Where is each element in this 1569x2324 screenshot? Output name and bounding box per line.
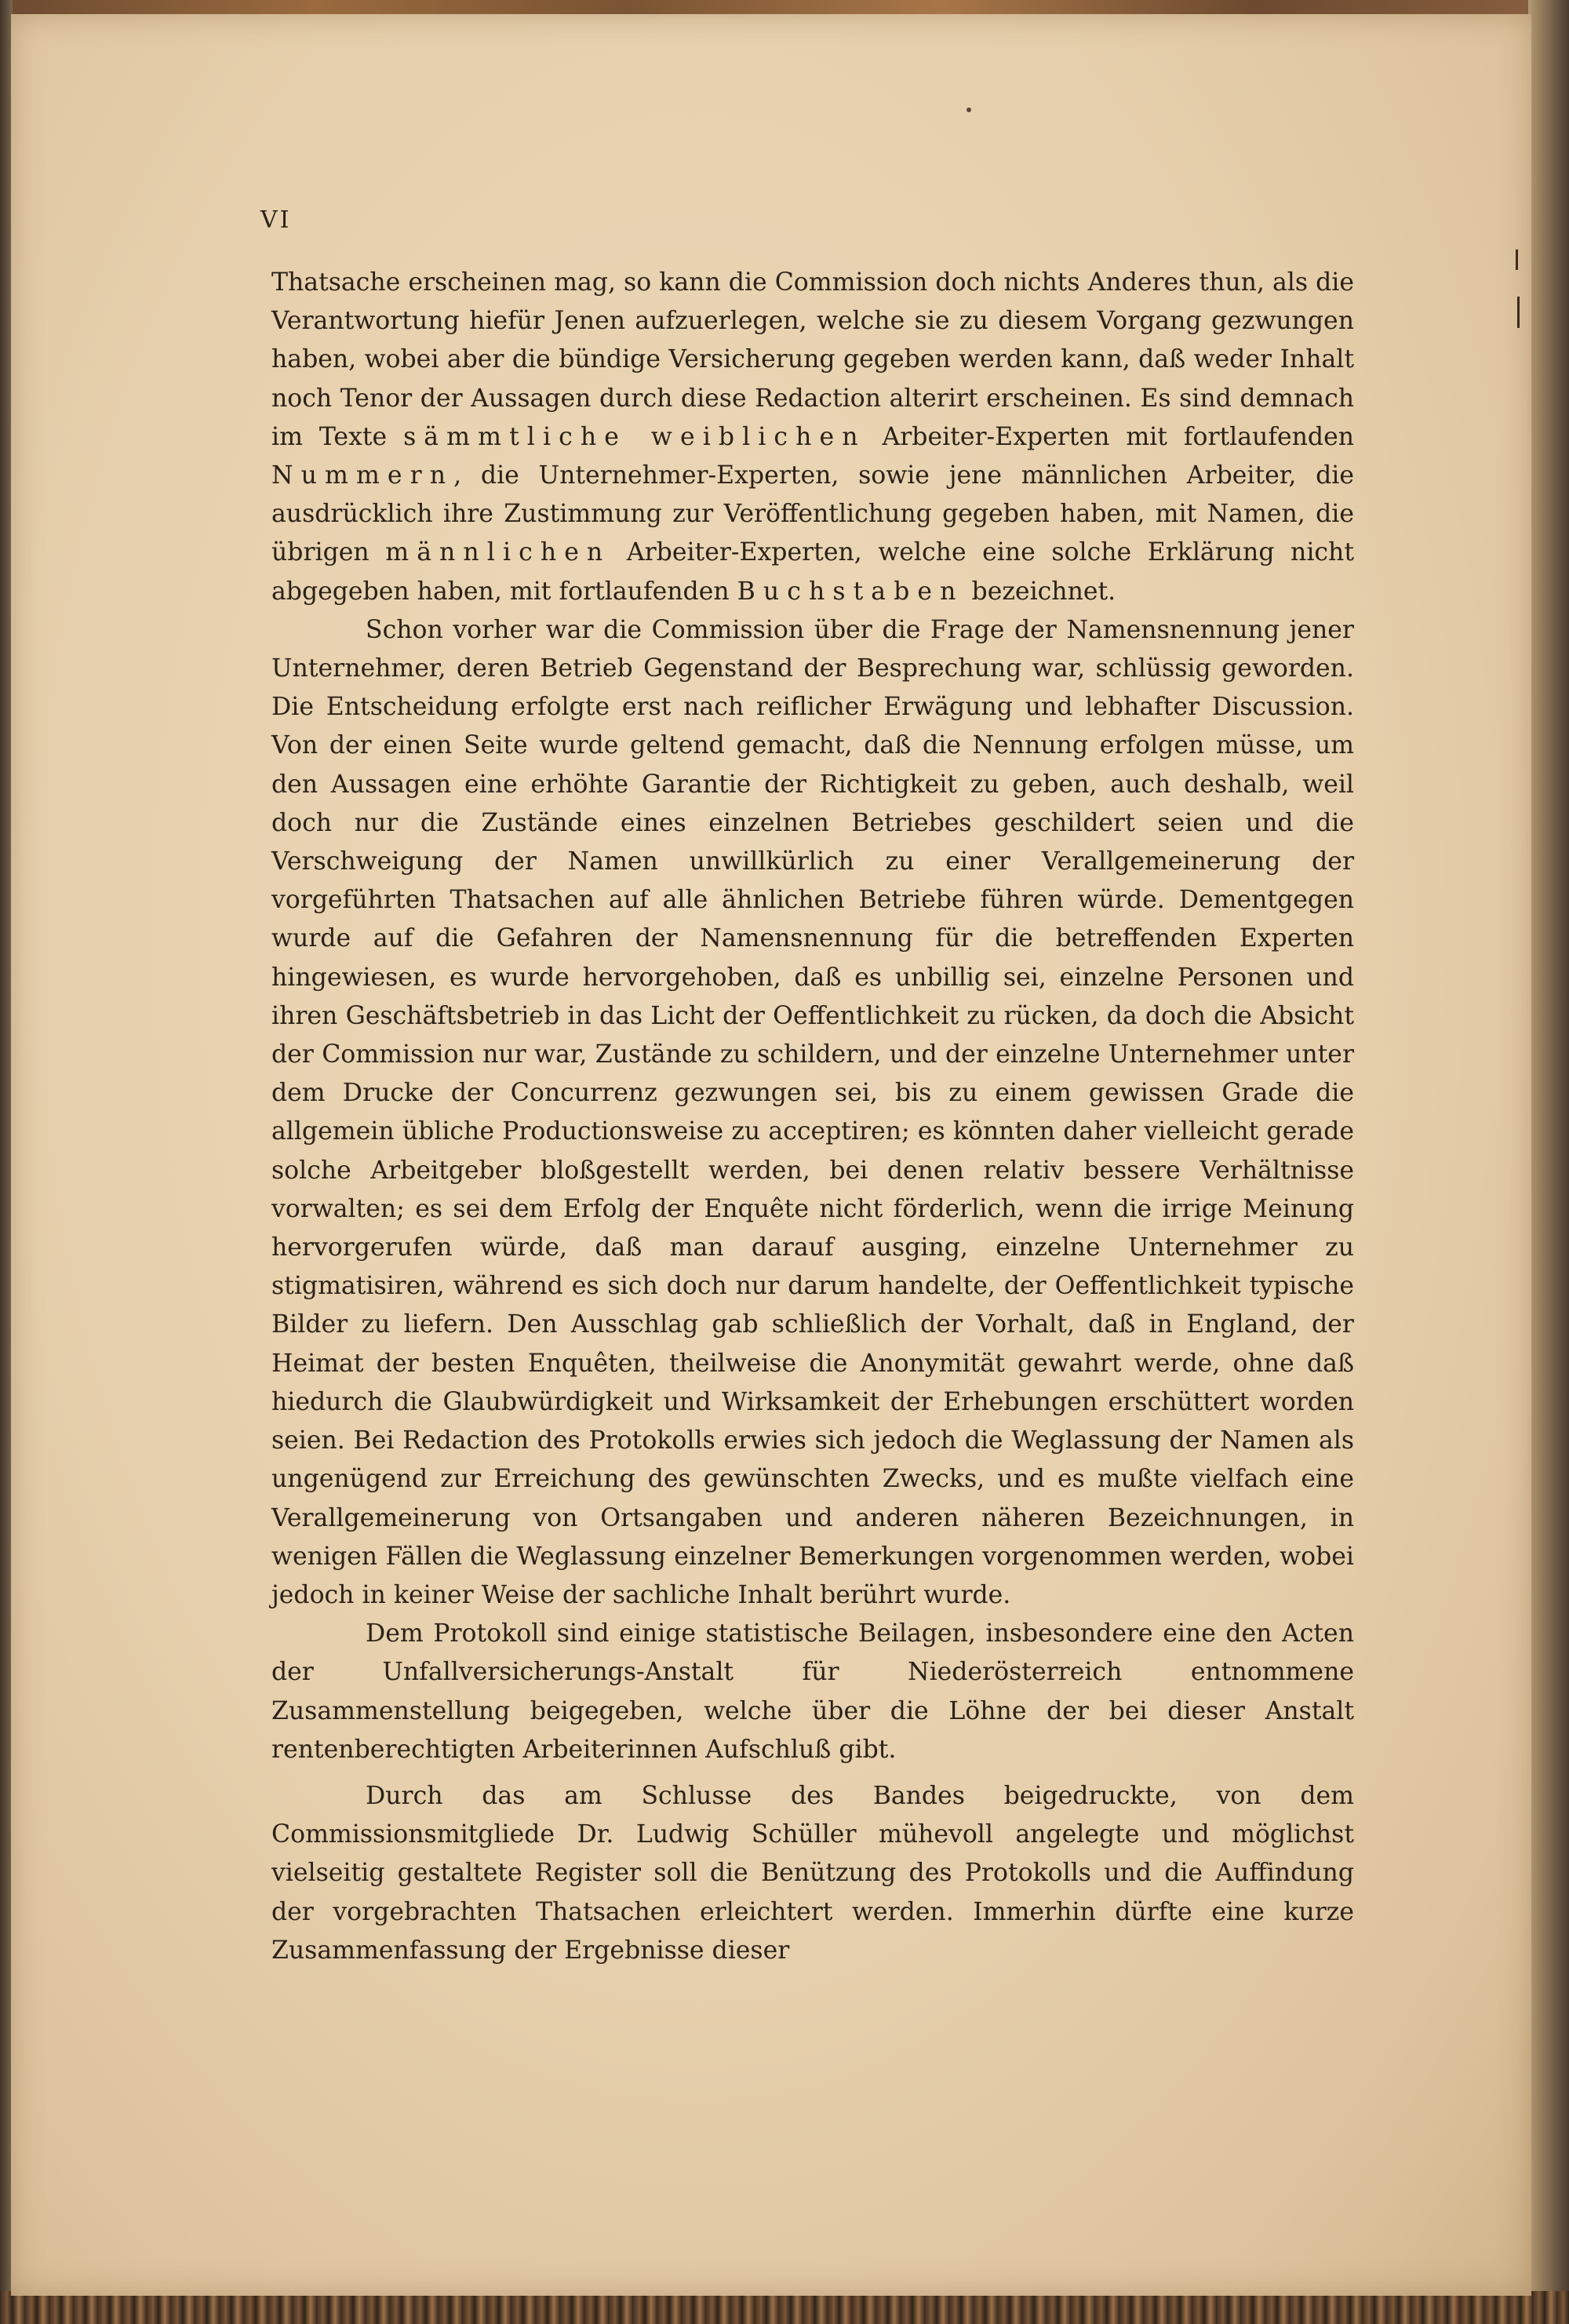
text-run: Durch das am Schlusse des Bandes beigedruckte, von dem Commissionsmitgliede Dr. Ludwig Schüller mühevoll angelegte und möglichst vielseitig gestaltete Register soll die Benützung des Protokolls und die Auffindung der vorgebrachten Thatsachen erleichtert werden. Immerhin dürfte eine kurze Zusammenfassung der Ergebnisse dieser xyxy=(271,1781,1354,1965)
ink-speck xyxy=(967,107,971,112)
text-run: Thatsache erscheinen mag, so kann die Commission doch nichts Anderes thun, als die Verantwortung hiefür Jenen aufzuerlegen, welche sie zu diesem Vorgang gezwungen haben, wobei aber die bündige Versicherung gegeben werden kann, daß weder Inhalt noch Tenor der Aussagen durch diese Redaction alterirt erscheinen. Es sind demnach im Texte xyxy=(271,268,1354,451)
emphasized-text: sämmtliche weiblichen xyxy=(403,422,866,451)
text-run: Arbeiter-Experten, welche eine solche Erklärung nicht abgegeben haben, mit fortlaufenden xyxy=(271,538,1354,606)
page-number: VI xyxy=(260,206,292,234)
text-run: Arbeiter-Experten mit fortlaufenden xyxy=(865,422,1354,451)
text-run: Dem Protokoll sind einige statistische Beilagen, insbesondere eine den Acten der Unfallversicherungs-Anstalt für Niederösterreich entnommene Zusammenstellung beigegeben, welche über die Löhne der bei dieser Anstalt rentenberechtigten Arbeiterinnen Aufschluß gibt. xyxy=(271,1619,1354,1764)
text-run: bezeichnet. xyxy=(963,577,1116,606)
paragraph xyxy=(271,1777,1354,1970)
paragraph xyxy=(271,264,1354,611)
paragraph xyxy=(271,1615,1354,1769)
book-cover-edge xyxy=(1528,0,1569,2324)
margin-tick-mark xyxy=(1517,297,1520,328)
emphasized-text: männlichen xyxy=(385,538,611,567)
paper-page xyxy=(11,14,1531,2296)
text-run: , die Unternehmer-Experten, sowie jene männlichen Arbeiter, die ausdrücklich ihre Zustimmung zur Veröffentlichung gegeben haben, mit Namen, die übrigen xyxy=(271,461,1354,567)
paragraph xyxy=(271,611,1354,1615)
emphasized-text: Buchstaben xyxy=(737,577,964,606)
marbled-bottom-edge xyxy=(0,2291,1569,2324)
margin-tick-mark xyxy=(1516,250,1518,270)
body-text xyxy=(271,264,1354,1970)
text-run: Schon vorher war die Commission über die Frage der Namensnennung jener Unternehmer, deren Betrieb Gegenstand der Besprechung war, schlüssig geworden. Die Entscheidung erfolgte erst nach reiflicher Erwägung und lebhafter Discussion. Von der einen Seite wurde geltend gemacht, daß die Nennung erfolgen müsse, um den Aussagen eine erhöhte Garantie der Richtigkeit zu geben, auch deshalb, weil doch nur die Zustände eines einzelnen Betriebes geschildert seien und die Verschweigung der Namen unwillkürlich zu einer Verallgemeinerung der vorgeführten Thatsachen auf alle ähnlichen Betriebe führen würde. Dementgegen wurde auf die Gefahren der Namensnennung für die betreffenden Experten hingewiesen, es wurde hervorgehoben, daß es unbillig sei, einzelne Personen und ihren Geschäftsbetrieb in das Licht der Oeffentlichkeit zu rücken, da doch die Absicht der Commission nur war, Zustände zu schildern, und der einzelne Unternehmer unter dem Drucke der Concurrenz gezwungen sei, bis zu einem gewissen Grade die allgemein übliche Productionsweise zu acceptiren; es könnten daher vielleicht gerade solche Arbeitgeber bloßgestellt werden, bei denen relativ bessere Verhältnisse vorwalten; es sei dem Erfolg der Enquête nicht förderlich, wenn die irrige Meinung hervorgerufen würde, daß man darauf ausging, einzelne Unternehmer zu stigmatisiren, während es sich doch nur darum handelte, der Oeffentlichkeit typische Bilder zu liefern. Den Ausschlag gab schließlich der Vorhalt, daß in England, der Heimat der besten Enquêten, theilweise die Anonymität gewahrt werde, ohne daß hiedurch die Glaubwürdigkeit und Wirksamkeit der Erhebungen erschüttert worden seien. Bei Redaction des Protokolls erwies sich jedoch die Weglassung der Namen als ungenügend zur Erreichung des gewünschten Zwecks, und es mußte vielfach eine Verallgemeinerung von Ortsangaben und anderen näheren Bezeichnungen, in wenigen Fällen die Weglassung einzelner Bemerkungen vorgenommen werden, wobei jedoch in keiner Weise der sachliche Inhalt berührt wurde. xyxy=(271,615,1354,1609)
emphasized-text: Nummern xyxy=(271,461,454,490)
